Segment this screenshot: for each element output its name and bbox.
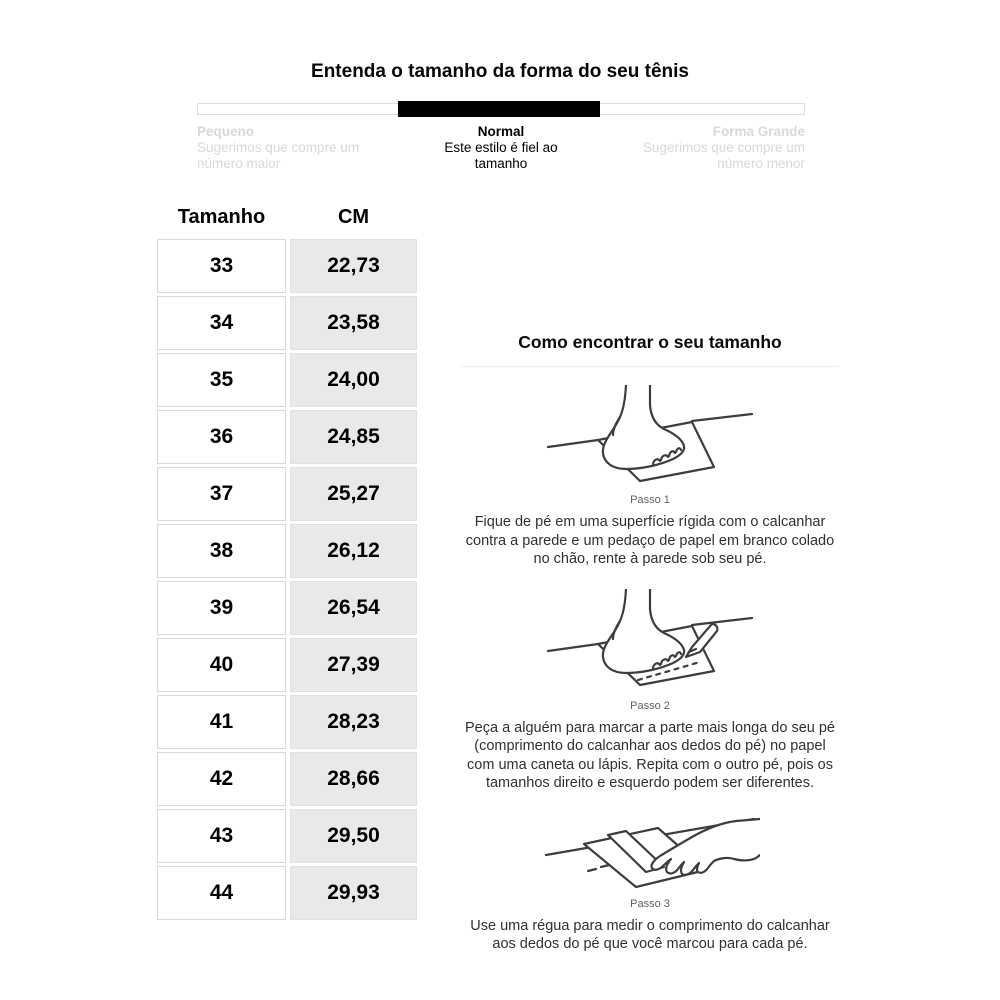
size-cell: 41 [157, 695, 286, 749]
table-row [157, 809, 417, 863]
size-cell: 35 [157, 353, 286, 407]
table-row [157, 581, 417, 635]
how-to-section [461, 332, 839, 954]
table-row [157, 296, 417, 350]
size-table-header [157, 206, 417, 229]
fit-option-description: Este estilo é fiel ao tamanho [444, 140, 558, 171]
size-cell: 38 [157, 524, 286, 578]
table-row [157, 638, 417, 692]
table-row [157, 410, 417, 464]
size-cell: 44 [157, 866, 286, 920]
table-row [157, 752, 417, 806]
fit-option-forma-grande [637, 124, 805, 172]
cm-cell: 28,23 [290, 695, 417, 749]
cm-cell: 29,93 [290, 866, 417, 920]
step-label: Passo 3 [630, 897, 670, 910]
size-cell: 33 [157, 239, 286, 293]
table-row [157, 353, 417, 407]
foot-marking-pencil-icon [461, 589, 839, 693]
step-3 [461, 811, 839, 954]
table-row [157, 695, 417, 749]
fit-option-normal [426, 124, 576, 172]
divider [461, 366, 839, 367]
fit-option-label: Pequeno [197, 124, 255, 139]
cm-cell: 25,27 [290, 467, 417, 521]
step-text: Use uma régua para medir o comprimento do calcanhar aos dedos do pé que você marcou para cada pé. [470, 917, 830, 952]
fit-scale [197, 103, 805, 115]
how-to-title: Como encontrar o seu tamanho [518, 332, 782, 352]
cm-cell: 24,00 [290, 353, 417, 407]
size-cell: 36 [157, 410, 286, 464]
size-cell: 43 [157, 809, 286, 863]
page-title: Entenda o tamanho da forma do seu tênis [311, 61, 689, 82]
foot-on-paper-icon [461, 385, 839, 487]
cm-cell: 26,54 [290, 581, 417, 635]
cm-cell: 26,12 [290, 524, 417, 578]
ruler-hand-icon [461, 811, 839, 891]
size-cell: 34 [157, 296, 286, 350]
size-cell: 39 [157, 581, 286, 635]
table-row [157, 866, 417, 920]
fit-option-label: Normal [477, 124, 525, 139]
step-label: Passo 2 [630, 699, 670, 712]
step-1 [461, 385, 839, 569]
step-text: Peça a alguém para marcar a parte mais longa do seu pé (comprimento do calcanhar aos dedos do pé) no papel com uma caneta ou lápis. Repita com o outro pé, pois os tamanhos direito e esquerdo podem ser diferentes. [465, 719, 835, 791]
cm-cell: 22,73 [290, 239, 417, 293]
cm-cell: 28,66 [290, 752, 417, 806]
step-label: Passo 1 [630, 494, 670, 506]
cm-cell: 27,39 [290, 638, 417, 692]
fit-option-description: Sugerimos que compre um número menor [642, 140, 805, 171]
step-text: Fique de pé em uma superfície rígida com o calcanhar contra a parede e um pedaço de papel em branco colado no chão, rente à parede sob seu pé. [465, 514, 835, 567]
size-cell: 37 [157, 467, 286, 521]
fit-option-label: Forma Grande [712, 124, 805, 139]
cm-cell: 24,85 [290, 410, 417, 464]
fit-option-description: Sugerimos que compre um número maior [197, 140, 360, 171]
cm-cell: 23,58 [290, 296, 417, 350]
size-cell: 40 [157, 638, 286, 692]
step-2 [461, 589, 839, 793]
table-row [157, 467, 417, 521]
fit-option-pequeno [197, 124, 365, 172]
size-cell: 42 [157, 752, 286, 806]
size-table [157, 206, 417, 923]
fit-scale-labels [197, 124, 805, 172]
fit-scale-indicator [398, 101, 600, 117]
table-row [157, 239, 417, 293]
fit-scale-track [197, 103, 805, 115]
cm-cell: 29,50 [290, 809, 417, 863]
table-row [157, 524, 417, 578]
column-header-tamanho: Tamanho [177, 206, 266, 228]
column-header-cm: CM [337, 206, 370, 228]
